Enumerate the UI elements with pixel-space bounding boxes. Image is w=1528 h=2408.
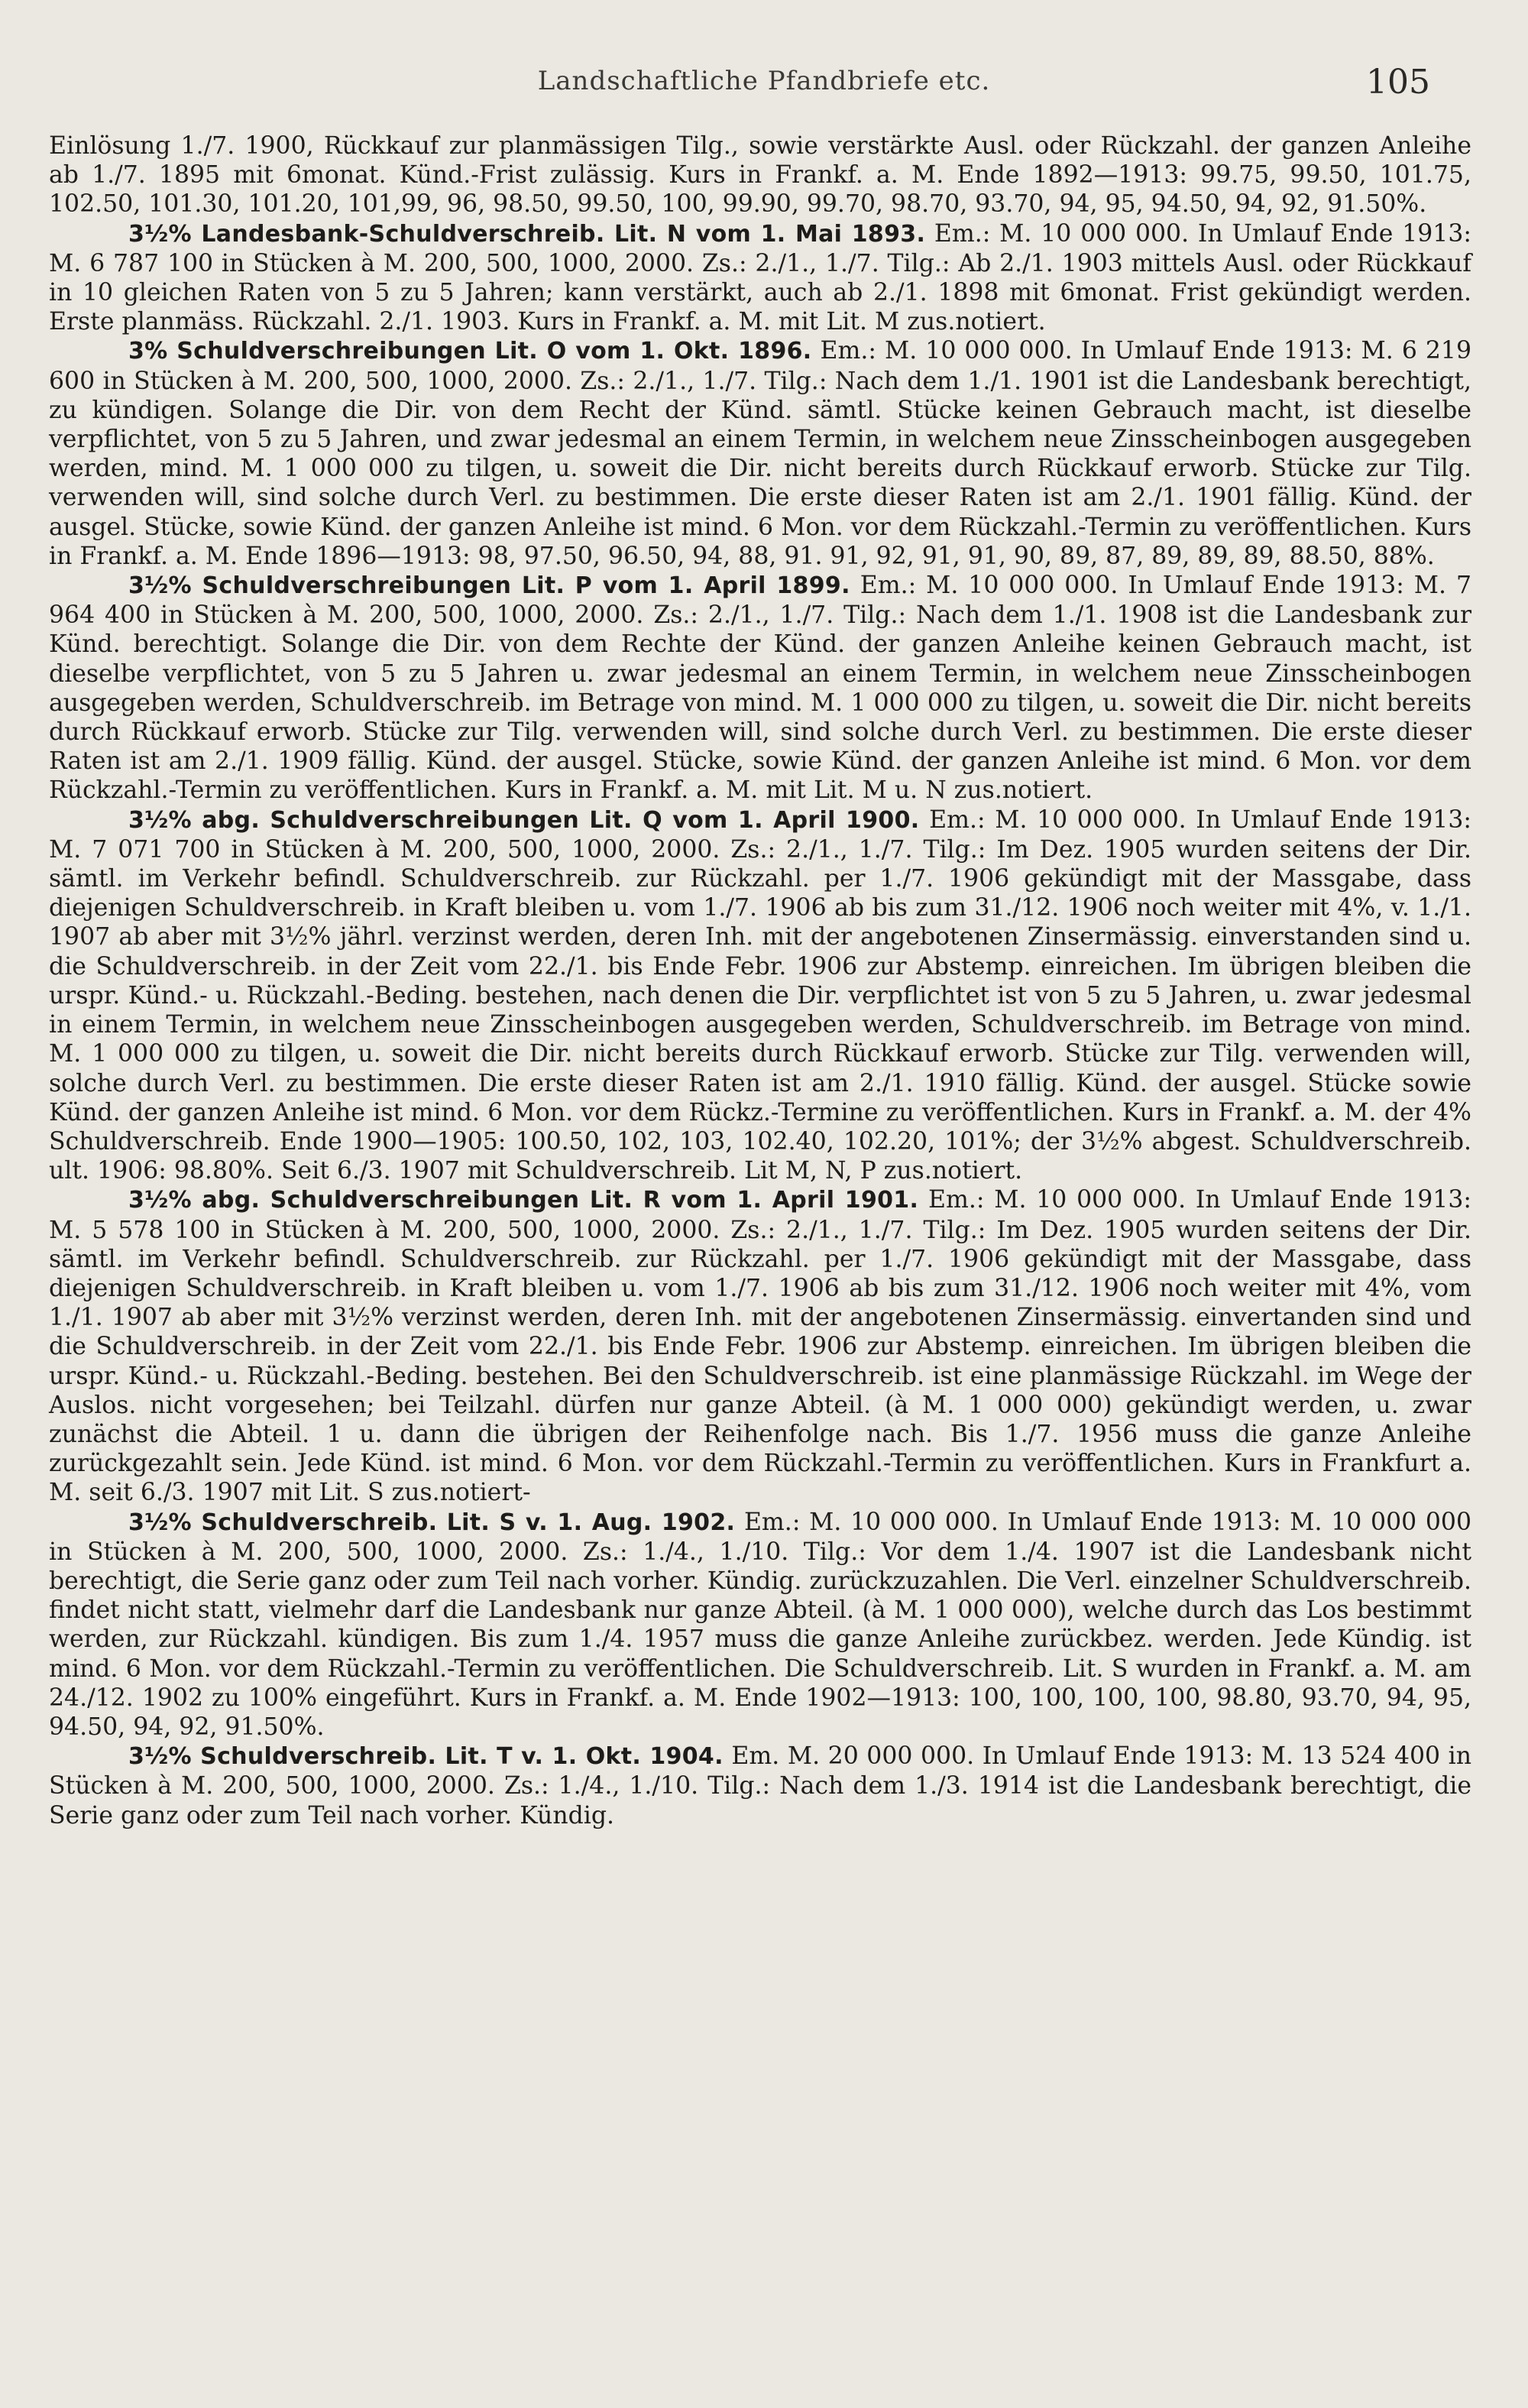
- entry-text: Em.: M. 10 000 000. In Umlauf Ende 1913: M. 6 219 600 in Stücken à M. 200, 500, 1000, 2000. Zs.: 2./1., 1./7. Tilg.: Nach dem 1./1. 1901 ist die Landesbank berechtigt, zu kündigen. Solange die Dir. von dem Recht der Künd. sämtl. Stücke keinen Gebrauch macht, ist dieselbe verpflichtet, von 5 zu 5 Jahren, und zwar jedesmal an einem Termin, in welchem neue Zinsscheinbogen ausgegeben werden, mind. M. 1 000 000 zu tilgen, u. soweit die Dir. nicht bereits durch Rückkauf erworb. Stücke zur Tilg. verwenden will, sind solche durch Verl. zu bestimmen. Die erste dieser Raten ist am 2./1. 1901 fällig. Künd. der ausgel. Stücke, sowie Künd. der ganzen Anleihe ist mind. 6 Mon. vor dem Rückzahl.-Termin zu veröffentlichen. Kurs in Frankf. a. M. Ende 1896—1913: 98, 97.50, 96.50, 94, 88, 91. 91, 92, 91, 91, 90, 89, 87, 89, 89, 89, 88.50, 88%.: [49, 337, 1471, 570]
- entry-heading: 3½% Schuldverschreibungen Lit. P vom 1. April 1899.: [128, 572, 850, 600]
- entry-heading: 3½% abg. Schuldverschreibungen Lit. R vom 1. April 1901.: [128, 1187, 919, 1214]
- entry-lit-p: [49, 571, 1471, 805]
- entry-text: Em.: M. 10 000 000. In Umlauf Ende 1913: M. 7 071 700 in Stücken à M. 200, 500, 1000, 2000. Zs.: 2./1., 1./7. Tilg.: Im Dez. 1905 wurden seitens der Dir. sämtl. im Verkehr befindl. Schuldverschreib. zur Rückzahl. per 1./7. 1906 gekündigt mit der Massgabe, dass diejenigen Schuldverschreib. in Kraft bleiben u. vom 1./7. 1906 ab bis zum 31./12. 1906 noch weiter mit 4%, v. 1./1. 1907 ab aber mit 3½% jährl. verzinst werden, deren Inh. mit der angebotenen Zinsermässig. einverstanden sind u. die Schuldverschreib. in der Zeit vom 22./1. bis Ende Febr. 1906 zur Abstemp. einreichen. Im übrigen bleiben die urspr. Künd.- u. Rückzahl.-Beding. bestehen, nach denen die Dir. verpflichtet ist von 5 zu 5 Jahren, u. zwar jedesmal in einem Termin, in welchem neue Zinsscheinbogen ausgegeben werden, Schuldverschreib. im Betrage von mind. M. 1 000 000 zu tilgen, u. soweit die Dir. nicht bereits durch Rückkauf erworb. Stücke zur Tilg. verwenden will, solche durch Verl. zu bestimmen. Die erste dieser Raten ist am 2./1. 1910 fällig. Künd. der ausgel. Stücke sowie Künd. der ganzen Anleihe ist mind. 6 Mon. vor dem Rückz.-Termine zu veröffentlichen. Kurs in Frankf. a. M. der 4% Schuldverschreib. Ende 1900—1905: 100.50, 102, 103, 102.40, 102.20, 101%; der 3½% abgest. Schuldverschreib. ult. 1906: 98.80%. Seit 6./3. 1907 mit Schuldverschreib. Lit M, N, P zus.notiert.: [49, 805, 1471, 1185]
- entry-heading: 3½% Landesbank-Schuldverschreib. Lit. N vom 1. Mai 1893.: [128, 220, 926, 248]
- entry-lit-t: [49, 1742, 1471, 1830]
- entry-heading: 3½% Schuldverschreib. Lit. S v. 1. Aug. 1902.: [128, 1509, 736, 1536]
- entry-text: Em. M. 20 000 000. In Umlauf Ende 1913: M. 13 524 400 in Stücken à M. 200, 500, 1000, 2000. Zs.: 1./4., 1./10. Tilg.: Nach dem 1./3. 1914 ist die Landesbank berechtigt, die Serie ganz oder zum Teil nach vorher. Kündig.: [49, 1742, 1471, 1829]
- entry-text: Em.: M. 10 000 000. In Umlauf Ende 1913: M. 10 000 000 in Stücken à M. 200, 500, 1000, 2000. Zs.: 1./4., 1./10. Tilg.: Vor dem 1./4. 1907 ist die Landesbank nicht berechtigt, die Serie ganz oder zum Teil nach vorher. Kündig. zurückzuzahlen. Die Verl. einzelner Schuldverschreib. findet nicht statt, vielmehr darf die Landesbank nur ganze Abteil. (à M. 1 000 000), welche durch das Los bestimmt werden, zur Rückzahl. kündigen. Bis zum 1./4. 1957 muss die ganze Anleihe zurückbez. werden. Jede Kündig. ist mind. 6 Mon. vor dem Rückzahl.-Termin zu veröffentlichen. Die Schuldverschreib. Lit. S wurden in Frankf. a. M. am 24./12. 1902 zu 100% eingeführt. Kurs in Frankf. a. M. Ende 1902—1913: 100, 100, 100, 100, 98.80, 93.70, 94, 95, 94.50, 94, 92, 91.50%.: [49, 1508, 1472, 1741]
- entry-heading: 3½% Schuldverschreib. Lit. T v. 1. Okt. 1904.: [128, 1743, 724, 1771]
- entry-lit-r: [49, 1185, 1471, 1507]
- page-number: 105: [1366, 63, 1430, 102]
- entry-text: Em.: M. 10 000 000. In Umlauf Ende 1913: M. 6 787 100 in Stücken à M. 200, 500, 1000, 2000. Zs.: 2./1., 1./7. Tilg.: Ab 2./1. 1903 mittels Ausl. oder Rückkauf in 10 gleichen Raten von 5 zu 5 Jahren; kann verstärkt, auch ab 2./1. 1898 mit 6monat. Frist gekündigt werden. Erste planmäss. Rückzahl. 2./1. 1903. Kurs in Frankf. a. M. mit Lit. M zus.notiert.: [49, 219, 1471, 336]
- entry-text: Em.: M. 10 000 000. In Umlauf Ende 1913: M. 7 964 400 in Stücken à M. 200, 500, 1000, 2000. Zs.: 2./1., 1./7. Tilg.: Nach dem 1./1. 1908 ist die Landesbank zur Künd. berechtigt. Solange die Dir. von dem Rechte der Künd. der ganzen Anleihe keinen Gebrauch macht, ist dieselbe verpflichtet, von 5 zu 5 Jahren u. zwar jedesmal an einem Termin, in welchem neue Zinsscheinbogen ausgegeben werden, Schuldverschreib. im Betrage von mind. M. 1 000 000 zu tilgen, u. soweit die Dir. nicht bereits durch Rückkauf erworb. Stücke zur Tilg. verwenden will, sind solche durch Verl. zu bestimmen. Die erste dieser Raten ist am 2./1. 1909 fällig. Künd. der ausgel. Stücke, sowie Künd. der ganzen Anleihe ist mind. 6 Mon. vor dem Rückzahl.-Termin zu veröffentlichen. Kurs in Frankf. a. M. mit Lit. M u. N zus.notiert.: [49, 572, 1472, 805]
- entry-lit-q: [49, 805, 1471, 1186]
- entry-heading: 3% Schuldverschreibungen Lit. O vom 1. Okt. 1896.: [128, 338, 812, 365]
- running-header: [0, 63, 1528, 109]
- entry-lit-o: [49, 336, 1471, 571]
- entry-lit-n: [49, 219, 1471, 337]
- entry-heading: 3½% abg. Schuldverschreibungen Lit. Q vom 1. April 1900.: [128, 806, 920, 834]
- entry-lit-s: [49, 1508, 1471, 1742]
- running-title: Landschaftliche Pfandbriefe etc.: [537, 66, 991, 96]
- page-body: [49, 131, 1471, 1830]
- intro-paragraph: Einlösung 1./7. 1900, Rückkauf zur planmässigen Tilg., sowie verstärkte Ausl. oder Rückzahl. der ganzen Anleihe ab 1./7. 1895 mit 6monat. Künd.-Frist zulässig. Kurs in Frankf. a. M. Ende 1892—1913: 99.75, 99.50, 101.75, 102.50, 101.30, 101.20, 101,99, 96, 98.50, 99.50, 100, 99.90, 99.70, 98.70, 93.70, 94, 95, 94.50, 94, 92, 91.50%.: [49, 132, 1471, 219]
- entry-text: Em.: M. 10 000 000. In Umlauf Ende 1913: M. 5 578 100 in Stücken à M. 200, 500, 1000, 2000. Zs.: 2./1., 1./7. Tilg.: Im Dez. 1905 wurden seitens der Dir. sämtl. im Verkehr befindl. Schuldverschreib. zur Rückzahl. per 1./7. 1906 gekündigt mit der Massgabe, dass diejenigen Schuldverschreib. in Kraft bleiben u. vom 1./7. 1906 ab bis zum 31./12. 1906 noch weiter mit 4%, vom 1./1. 1907 ab aber mit 3½% verzinst werden, deren Inh. mit der angebotenen Zinsermässig. einvertanden sind und die Schuldverschreib. in der Zeit vom 22./1. bis Ende Febr. 1906 zur Abstemp. einreichen. Im übrigen bleiben die urspr. Künd.- u. Rückzahl.-Beding. bestehen. Bei den Schuldverschreib. ist eine planmässige Rückzahl. im Wege der Auslos. nicht vorgesehen; bei Teilzahl. dürfen nur ganze Abteil. (à M. 1 000 000) gekündigt werden, u. zwar zunächst die Abteil. 1 u. dann die übrigen der Reihenfolge nach. Bis 1./7. 1956 muss die ganze Anleihe zurückgezahlt sein. Jede Künd. ist mind. 6 Mon. vor dem Rückzahl.-Termin zu veröffentlichen. Kurs in Frankfurt a. M. seit 6./3. 1907 mit Lit. S zus.notiert-: [49, 1186, 1471, 1507]
